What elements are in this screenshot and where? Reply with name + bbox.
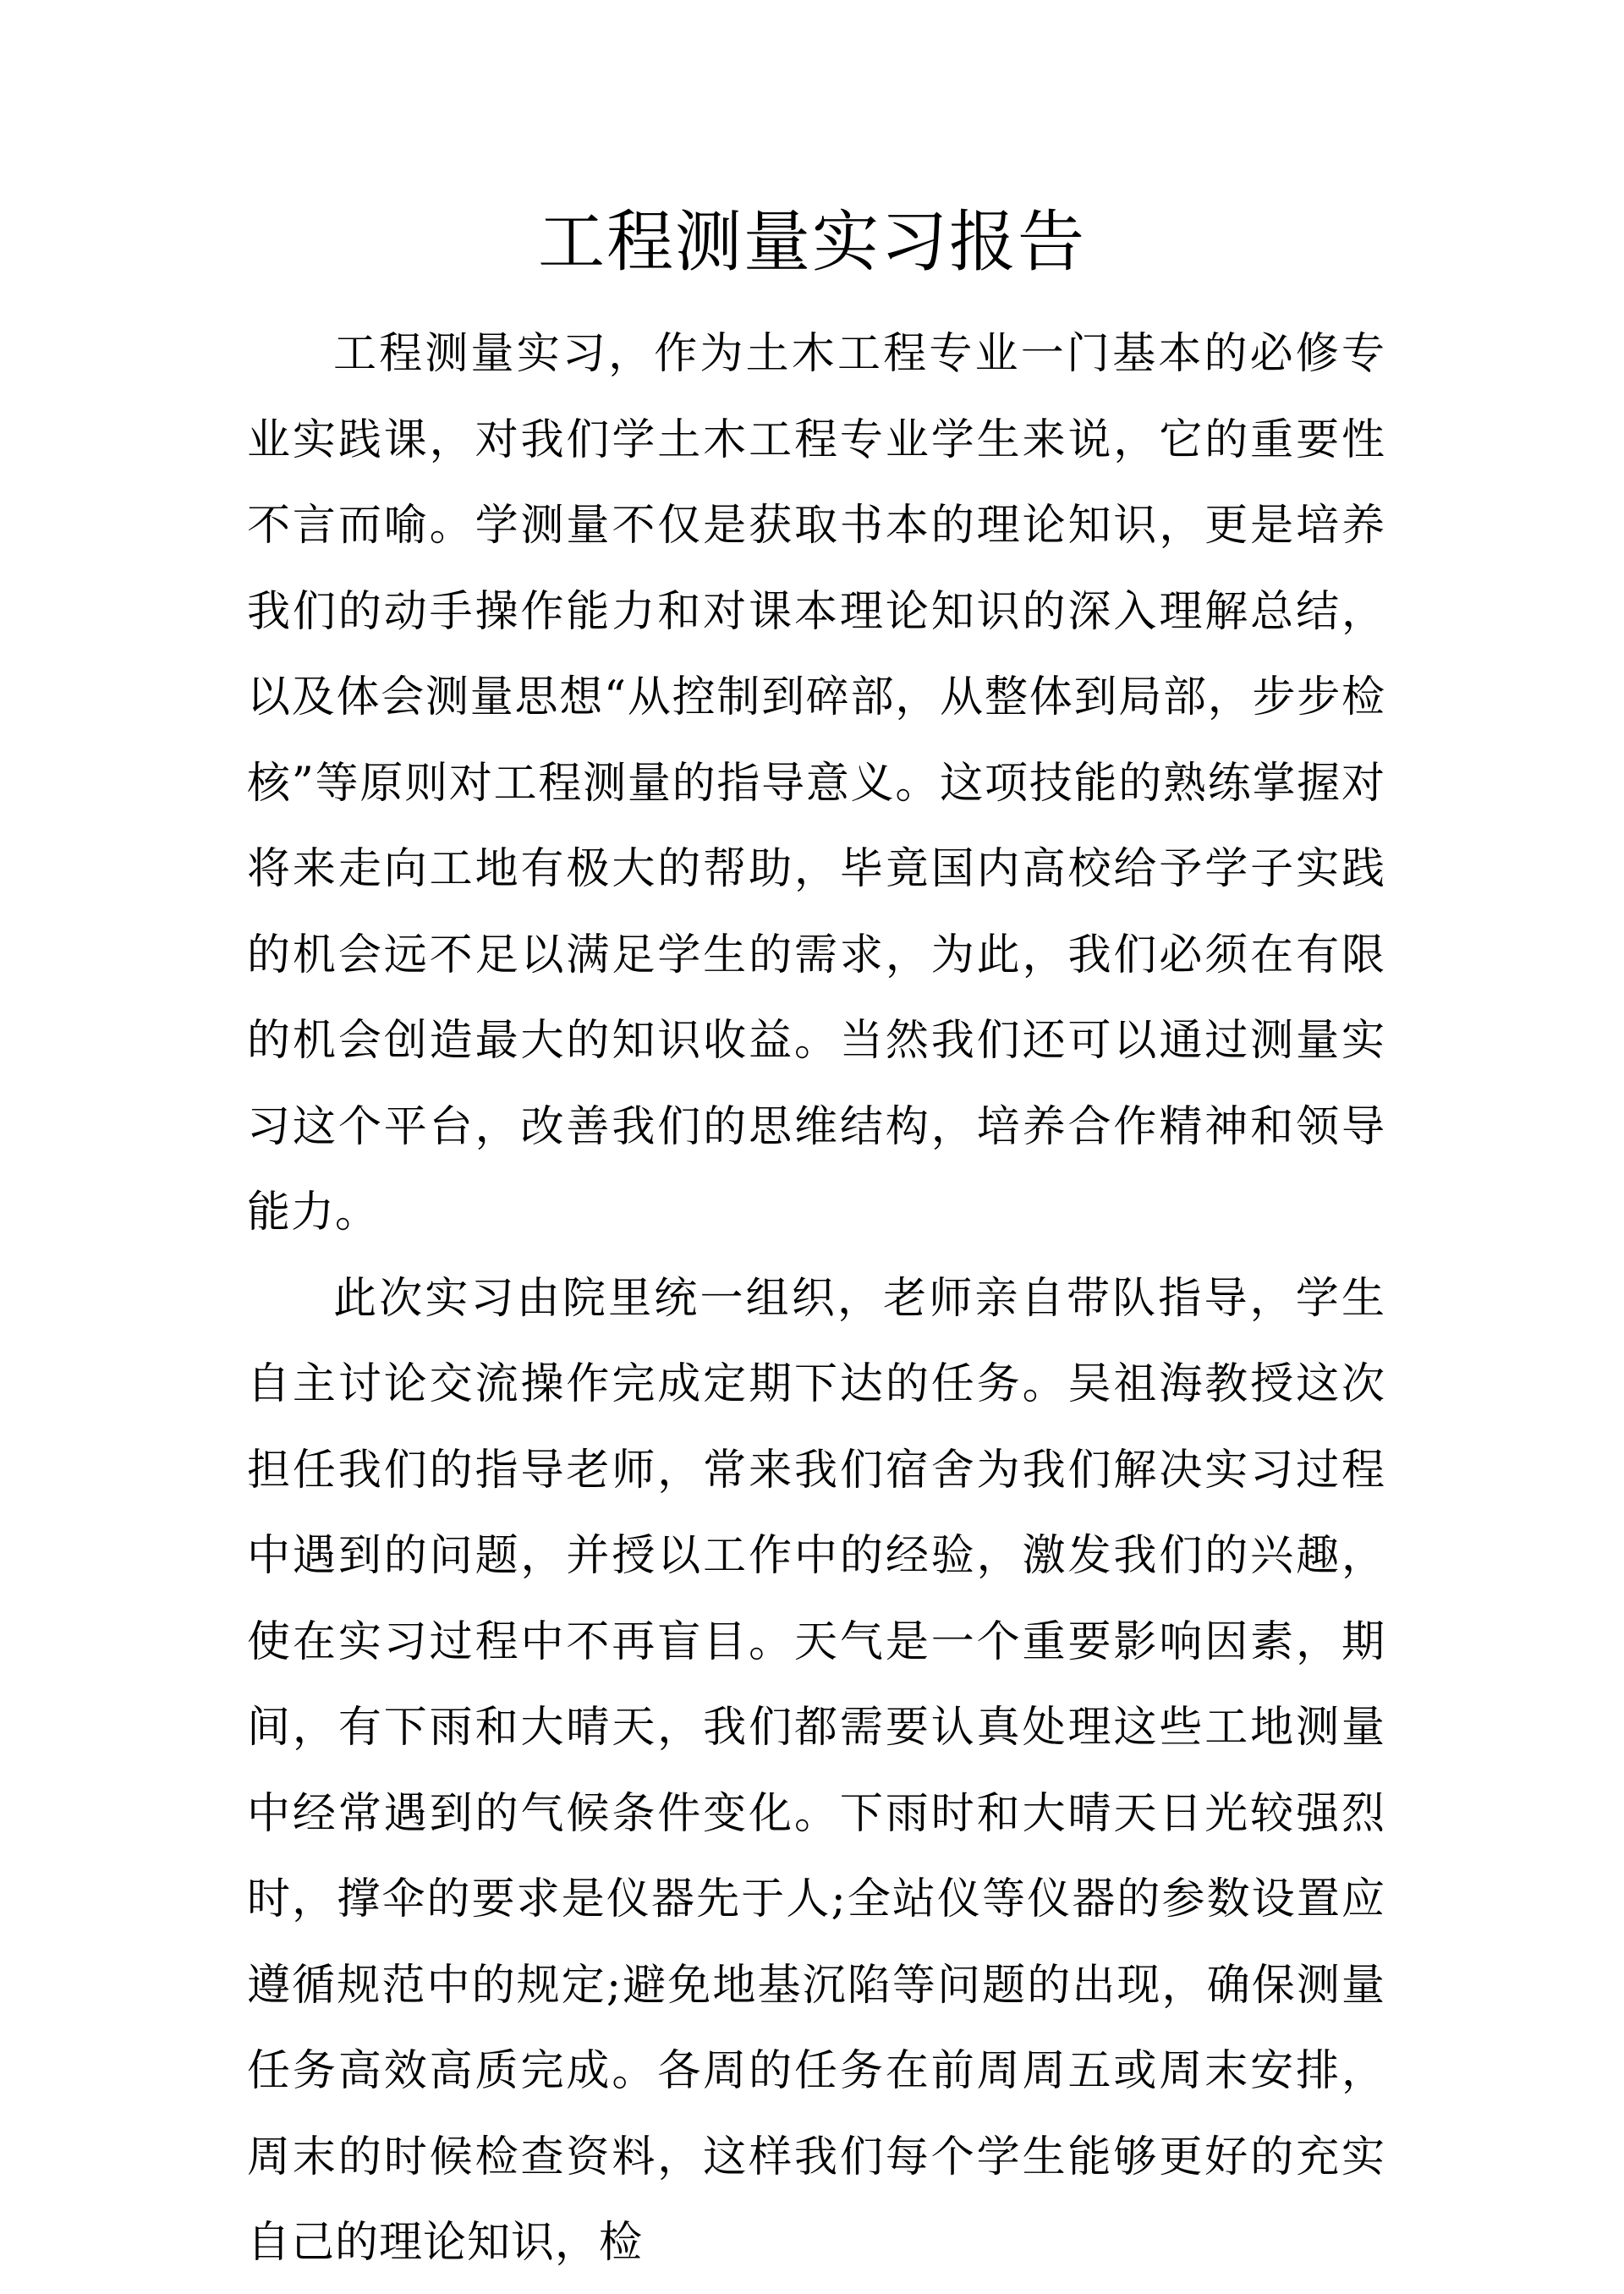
- paragraph-2: 此次实习由院里统一组织，老师亲自带队指导，学生自主讨论交流操作完成定期下达的任务。吴祖海教授这次担任我们的指导老师，常来我们宿舍为我们解决实习过程中遇到的问题，并授以工作中的经验，激发我们的兴趣，使在实习过程中不再盲目。天气是一个重要影响因素，期间，有下雨和大晴天，我们都需要认真处理这些工地测量中经常遇到的气候条件变化。下雨时和大晴天日光较强烈时，撑伞的要求是仪器先于人;全站仪等仪器的参数设置应遵循规范中的规定;避免地基沉陷等问题的出现，确保测量任务高效高质完成。各周的任务在前周周五或周末安排，周末的时候检查资料，这样我们每个学生能够更好的充实自己的理论知识，检: [247, 1273, 1385, 2268]
- document-title: 工程测量实习报告: [538, 203, 1086, 281]
- paragraph-1: 工程测量实习，作为土木工程专业一门基本的必修专业实践课，对我们学土木工程专业学生来说，它的重要性不言而喻。学测量不仅是获取书本的理论知识，更是培养我们的动手操作能力和对课本理论知识的深入理解总结，以及体会测量思想“从控制到碎部，从整体到局部，步步检核”等原则对工程测量的指导意义。这项技能的熟练掌握对将来走向工地有极大的帮助，毕竟国内高校给予学子实践的机会远不足以满足学生的需求，为此，我们必须在有限的机会创造最大的知识收益。当然我们还可以通过测量实习这个平台，改善我们的思维结构，培养合作精神和领导能力。: [247, 329, 1385, 1238]
- document-body: [247, 311, 1385, 2286]
